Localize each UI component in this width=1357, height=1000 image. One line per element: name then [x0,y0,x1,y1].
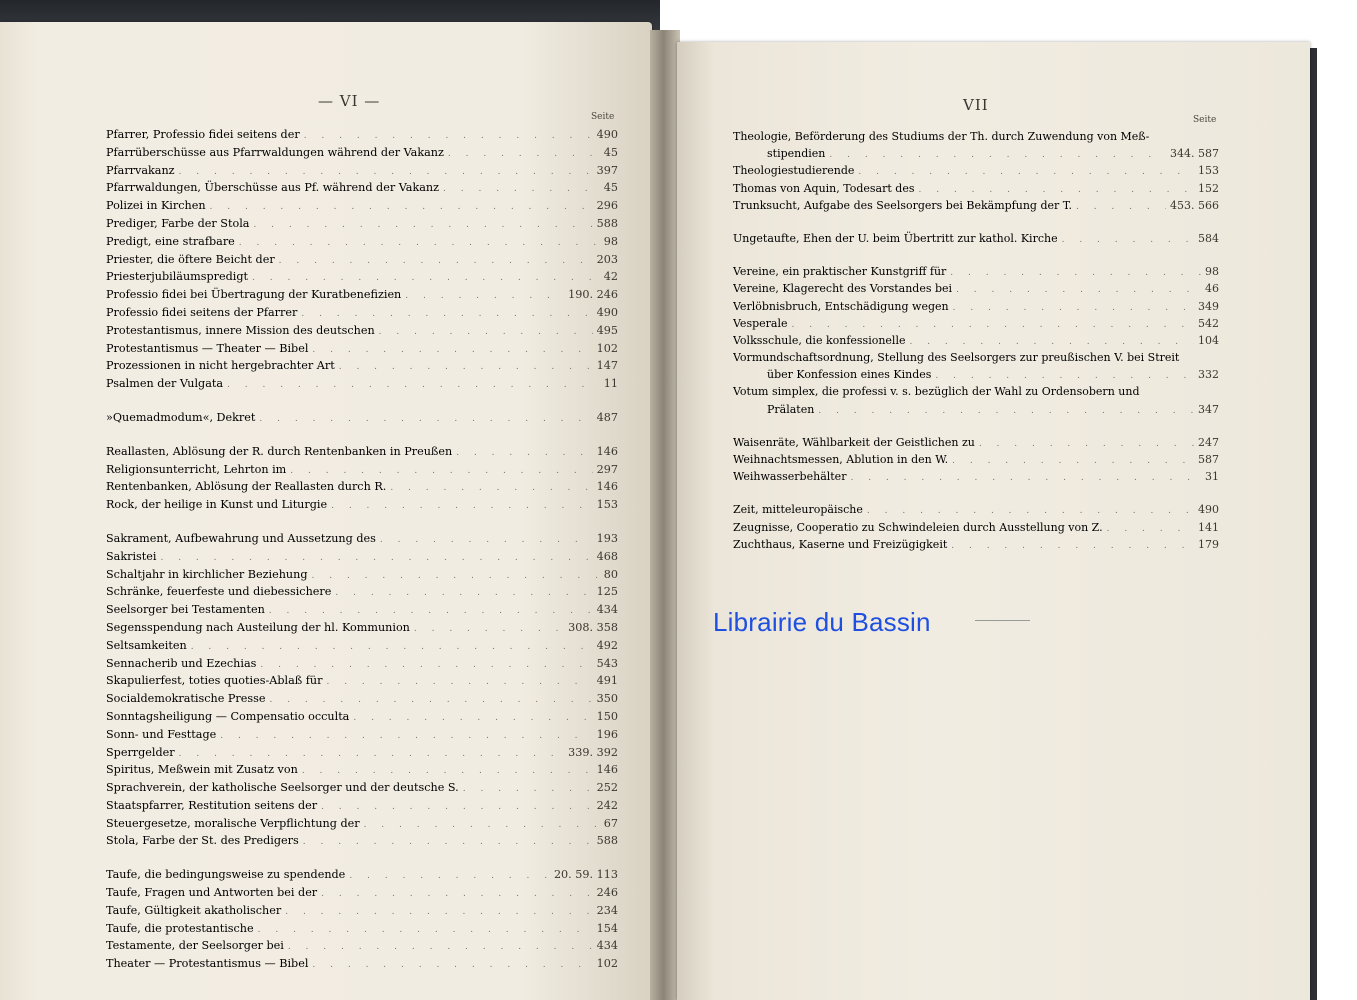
entry-label: Taufe, die bedingungsweise zu spendende [106,868,346,882]
index-entry [733,145,1219,162]
entry-label: Religionsunterricht, Lehrton im [106,462,287,476]
entry-label: Sperrgelder [106,745,175,759]
dot-leader [379,324,593,340]
dot-leader [950,265,1201,280]
index-entry [106,637,618,655]
entry-page-ref: 491 [596,674,618,688]
dot-leader [260,657,592,673]
dot-leader [919,182,1195,197]
index-entry [106,601,618,619]
dot-leader [259,411,592,427]
entry-label: Trunksucht, Aufgabe des Seelsorgers bei Bekämpfung der T. [733,198,1072,212]
entry-page-ref: 242 [596,798,618,812]
entry-label: Sprachverein, der katholische Seelsorger und der deutsche S. [106,781,459,795]
index-entry [733,263,1219,280]
section-gap [106,427,618,443]
entry-page-ref: 297 [596,462,618,476]
entry-label: Rock, der heilige in Kunst und Liturgie [106,498,328,512]
page-number: — VI — [318,92,381,110]
index-entry [106,744,618,762]
entry-page-ref: 147 [596,359,618,373]
index-entry [106,815,618,833]
section-gap [733,485,1219,501]
index-entry [106,409,618,427]
index-entry [106,179,618,197]
dot-leader [979,436,1194,451]
dot-leader [443,181,600,197]
index-entry [106,340,618,358]
entry-page-ref: 587 [1198,453,1219,466]
index-entry [733,383,1219,400]
dot-leader [335,585,592,601]
entry-page-ref: 490 [596,305,618,319]
entry-page-ref: 490 [1198,503,1219,517]
index-list [733,128,1219,553]
index-entry [106,126,618,144]
entry-page-ref: 31 [1205,470,1219,484]
entry-label: Seltsamkeiten [106,638,187,652]
index-entry [733,501,1219,518]
dot-leader [326,674,592,690]
section-gap [733,214,1219,230]
entry-label: Pfarrüberschüsse aus Pfarrwaldungen während der Vakanz [106,145,444,159]
entry-label: Professio fidei bei Übertragung der Kuratbenefizien [106,288,402,302]
dot-leader [290,463,592,479]
index-entry [733,315,1219,332]
entry-label: Weihnachtsmessen, Ablution in den W. [733,453,949,466]
dot-leader [1076,199,1166,214]
entry-label: Theater — Protestantismus — Bibel [106,957,309,971]
entry-page-ref: 308. 358 [568,620,618,634]
index-entry [106,443,618,461]
entry-label: Prälaten [767,402,815,416]
index-entry [733,451,1219,468]
dot-leader [252,270,600,286]
entry-page-ref: 453. 566 [1170,198,1219,212]
entry-label: Sonntagsheiligung — Compensatio occulta [106,709,350,723]
entry-page-ref: 42 [603,270,618,284]
index-entry [106,937,618,955]
index-entry [733,332,1219,349]
entry-page-ref: 150 [596,709,618,723]
entry-label: Schaltjahr in kirchlicher Beziehung [106,567,308,581]
dot-leader [909,334,1194,349]
dot-leader [179,164,593,180]
index-entry [733,536,1219,553]
entry-label: Priester, die öftere Beicht der [106,252,275,266]
index-list [106,126,618,973]
entry-page-ref: 252 [596,781,618,795]
index-entry [106,583,618,601]
book-spine [650,30,680,1000]
entry-page-ref: 153 [1198,164,1219,178]
entry-page-ref: 397 [596,163,618,177]
entry-label: Rentenbanken, Ablösung der Reallasten durch R. [106,480,387,494]
entry-page-ref: 193 [596,531,618,545]
dot-leader [279,253,593,269]
entry-page-ref: 347 [1198,402,1219,416]
entry-page-ref: 542 [1198,316,1219,330]
entry-page-ref: 332 [1198,368,1219,382]
dot-leader [227,377,600,393]
dot-leader [285,904,592,920]
dot-leader [380,532,593,548]
entry-label: über Konfession eines Kindes [767,368,932,382]
dot-leader [302,763,593,779]
index-entry [106,779,618,797]
index-entry [733,180,1219,197]
page-number: VII [963,96,989,114]
dot-leader [220,728,592,744]
seite-label: Seite [591,112,615,122]
index-entry [106,902,618,920]
dot-leader [364,817,600,833]
entry-label: Verlöbnisbruch, Entschädigung wegen [733,299,949,313]
entry-label: Volksschule, die konfessionelle [733,333,906,347]
entry-page-ref: 234 [596,903,618,917]
dot-leader [191,639,593,655]
dot-leader [210,199,593,215]
entry-label: Weihwasserbehälter [733,470,847,484]
index-entry [106,920,618,938]
entry-page-ref: 67 [603,816,618,830]
entry-page-ref: 203 [596,252,618,266]
dot-leader [390,480,592,496]
dot-leader [867,503,1194,518]
dot-leader [951,538,1194,553]
entry-label: Pfarrer, Professio fidei seitens der [106,128,300,141]
watermark-text: Librairie du Bassin [713,607,931,637]
entry-page-ref: 146 [596,763,618,777]
index-entry [733,162,1219,179]
entry-label: »Quemadmodum«, Dekret [106,410,256,424]
index-entry [106,726,618,744]
dot-leader [1107,521,1194,536]
index-entry [733,128,1219,145]
entry-page-ref: 196 [596,727,618,741]
entry-page-ref: 246 [596,886,618,900]
index-entry [733,401,1219,418]
dot-leader [253,217,592,233]
dot-leader [339,359,593,375]
entry-page-ref: 104 [1198,333,1219,347]
index-entry [106,461,618,479]
entry-label: Sennacherib und Ezechias [106,656,257,670]
entry-label: Testamente, der Seelsorger bei [106,939,284,953]
entry-label: Socialdemokratische Presse [106,692,266,706]
entry-label: Zuchthaus, Kaserne und Freizügigkeit [733,537,948,551]
entry-label: Theologie, Beförderung des Studiums der Th. durch Zuwendung von Meß- [733,130,1150,143]
index-entry [106,496,618,514]
entry-label: Predigt, eine strafbare [106,234,235,248]
entry-label: Spiritus, Meßwein mit Zusatz von [106,763,298,777]
entry-page-ref: 46 [1205,282,1219,296]
entry-label: Steuergesetze, moralische Verpflichtung der [106,816,360,830]
index-entry [106,233,618,251]
dot-leader [331,498,593,514]
dot-leader [304,128,593,144]
entry-page-ref: 45 [603,181,618,195]
entry-label: Taufe, die protestantische [106,921,254,935]
entry-page-ref: 190. 246 [568,288,618,302]
entry-label: Vormundschaftsordnung, Stellung des Seelsorgers zur preußischen V. bei Streit [733,351,1180,365]
index-entry [733,434,1219,451]
dot-leader [321,886,592,902]
entry-label: Professio fidei seitens der Pfarrer [106,305,298,319]
entry-label: Taufe, Fragen und Antworten bei der [106,886,318,900]
entry-page-ref: 339. 392 [568,745,618,759]
index-entry [106,478,618,496]
entry-label: Prozessionen in nicht hergebrachter Art [106,359,335,373]
dot-leader [269,692,592,708]
dot-leader [405,288,564,304]
entry-label: Vereine, Klagerecht des Vorstandes bei [733,282,953,296]
index-entry [106,162,618,180]
entry-page-ref: 179 [1198,537,1219,551]
entry-label: Schränke, feuerfeste und diebessichere [106,585,332,599]
entry-label: Seelsorger bei Testamenten [106,603,265,617]
entry-label: Stola, Farbe der St. des Predigers [106,834,299,848]
entry-label: Staatspfarrer, Restitution seitens der [106,798,318,812]
dot-leader [301,306,592,322]
entry-page-ref: 146 [596,480,618,494]
dot-leader [312,568,600,584]
entry-label: Skapulierfest, toties quoties-Ablaß für [106,674,323,688]
entry-page-ref: 45 [603,145,618,159]
section-gap [733,247,1219,263]
entry-page-ref: 102 [596,341,618,355]
index-entry [106,655,618,673]
index-entry [106,832,618,850]
index-entry [106,375,618,393]
index-entry [106,144,618,162]
entry-page-ref: 296 [596,199,618,213]
entry-label: Sakristei [106,549,157,563]
index-entry [106,286,618,304]
entry-page-ref: 80 [603,567,618,581]
entry-page-ref: 434 [596,939,618,953]
index-entry [106,708,618,726]
index-entry [106,566,618,584]
dot-leader [463,781,593,797]
watermark-divider [975,620,1030,621]
index-entry [106,672,618,690]
entry-label: Thomas von Aquin, Todesart des [733,181,915,195]
dot-leader [312,342,592,358]
dot-leader [179,746,565,762]
index-entry [106,619,618,637]
dot-leader [353,710,592,726]
index-entry [106,215,618,233]
entry-label: Priesterjubiläumspredigt [106,270,249,284]
dot-leader [288,939,593,955]
entry-page-ref: 492 [596,638,618,652]
section-gap [106,514,618,530]
dot-leader [952,453,1194,468]
index-entry [106,530,618,548]
entry-label: Protestantismus — Theater — Bibel [106,341,309,355]
entry-page-ref: 495 [596,323,618,337]
dot-leader [953,300,1194,315]
entry-label: Ungetaufte, Ehen der U. beim Übertritt zur kathol. Kirche [733,231,1058,245]
entry-label: Protestantismus, innere Mission des deutschen [106,323,375,337]
dot-leader [312,957,592,973]
dot-leader [239,235,600,251]
section-gap [106,850,618,866]
index-entry [106,357,618,375]
entry-label: Waisenräte, Wählbarkeit der Geistlichen zu [733,435,975,449]
index-entry [106,761,618,779]
entry-page-ref: 20. 59. 113 [553,868,618,882]
index-entry [106,884,618,902]
index-entry [106,322,618,340]
index-entry [733,468,1219,485]
index-entry [106,955,618,973]
entry-page-ref: 584 [1198,231,1219,245]
dot-leader [269,603,593,619]
entry-label: Segensspendung nach Austeilung der hl. Kommunion [106,620,410,634]
entry-page-ref: 146 [596,444,618,458]
entry-label: Pfarrvakanz [106,163,175,177]
entry-page-ref: 247 [1198,435,1219,449]
entry-label: Theologiestudierende [733,164,855,178]
entry-page-ref: 468 [596,549,618,563]
dot-leader [448,146,600,162]
entry-page-ref: 588 [596,834,618,848]
entry-page-ref: 344. 587 [1170,147,1219,161]
entry-page-ref: 141 [1198,520,1219,534]
dot-leader [456,445,592,461]
index-entry [733,366,1219,383]
entry-page-ref: 588 [596,216,618,230]
entry-label: Psalmen der Vulgata [106,377,224,391]
index-entry [733,230,1219,247]
entry-label: Polizei in Kirchen [106,199,206,213]
dot-leader [414,621,564,637]
entry-page-ref: 350 [596,692,618,706]
section-gap [106,393,618,409]
entry-page-ref: 11 [603,377,618,391]
entry-label: stipendien [767,147,826,161]
dot-leader [160,550,592,566]
entry-label: Taufe, Gültigkeit akatholischer [106,903,282,917]
dot-leader [791,317,1194,332]
index-entry [733,519,1219,536]
entry-label: Prediger, Farbe der Stola [106,216,250,230]
entry-page-ref: 543 [596,656,618,670]
dot-leader [258,922,593,938]
index-entry [733,349,1219,366]
index-entry [733,280,1219,297]
index-entry [733,197,1219,214]
index-entry [106,797,618,815]
index-entry [106,304,618,322]
entry-page-ref: 349 [1198,299,1219,313]
index-entry [733,298,1219,315]
entry-page-ref: 434 [596,603,618,617]
dot-leader [303,834,593,850]
section-gap [733,418,1219,434]
entry-label: Vereine, ein praktischer Kunstgriff für [733,265,947,279]
dot-leader [858,164,1194,179]
dot-leader [349,868,550,884]
dot-leader [850,470,1201,485]
entry-label: Votum simplex, die professi v. s. bezüglich der Wahl zu Ordensobern und [733,385,1140,399]
dot-leader [321,799,593,815]
entry-page-ref: 154 [596,921,618,935]
index-entry [106,690,618,708]
entry-page-ref: 487 [596,410,618,424]
entry-page-ref: 125 [596,585,618,599]
dot-leader [829,147,1166,162]
index-entry [106,197,618,215]
entry-page-ref: 98 [1205,265,1219,279]
entry-label: Vesperale [733,316,788,330]
index-entry [106,251,618,269]
entry-page-ref: 153 [596,498,618,512]
entry-label: Pfarrwaldungen, Überschüsse aus Pf. während der Vakanz [106,181,440,195]
index-entry [106,866,618,884]
dot-leader [935,368,1194,383]
entry-label: Zeugnisse, Cooperatio zu Schwindeleien durch Ausstellung von Z. [733,520,1103,534]
entry-page-ref: 152 [1198,181,1219,195]
entry-page-ref: 98 [603,234,618,248]
entry-label: Reallasten, Ablösung der R. durch Rentenbanken in Preußen [106,444,453,458]
entry-label: Sonn- und Festtage [106,727,217,741]
entry-label: Sakrament, Aufbewahrung und Aussetzung des [106,531,376,545]
entry-page-ref: 490 [596,128,618,141]
index-entry [106,548,618,566]
dot-leader [1062,232,1194,247]
index-entry [106,268,618,286]
dot-leader [956,282,1201,297]
seite-label: Seite [1193,115,1217,125]
entry-label: Zeit, mitteleuropäische [733,503,863,517]
dot-leader [818,403,1194,418]
entry-page-ref: 102 [596,957,618,971]
